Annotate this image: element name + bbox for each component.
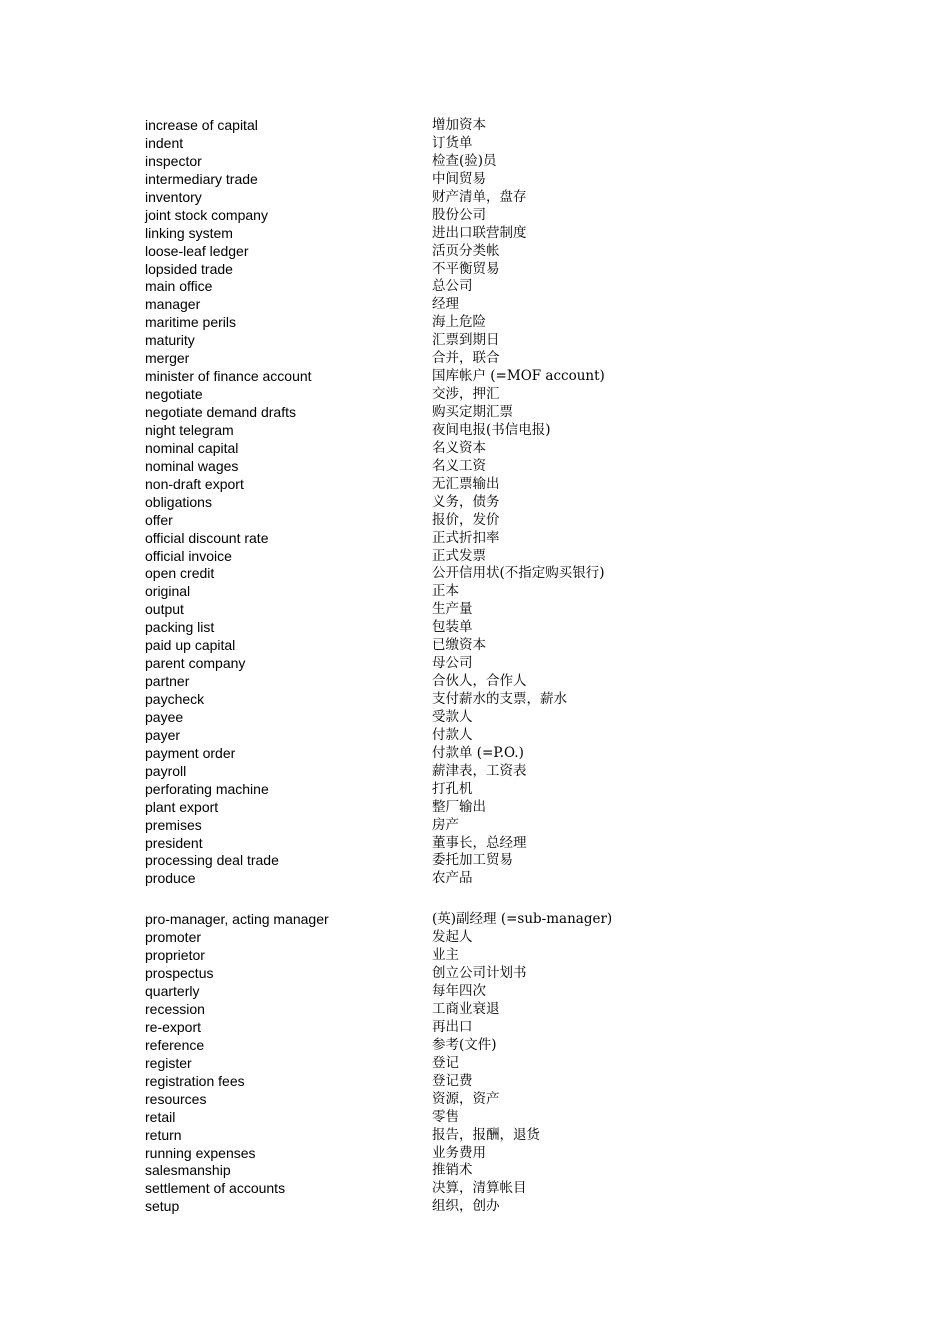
chinese-translation: 董事长，总经理 — [432, 834, 527, 851]
english-term: loose-leaf ledger — [145, 242, 249, 259]
glossary-row — [145, 911, 785, 929]
chinese-translation: 发起人 — [432, 929, 473, 946]
english-term: running expenses — [145, 1144, 256, 1161]
chinese-translation: 房产 — [432, 816, 459, 833]
chinese-translation: 不平衡贸易 — [432, 260, 500, 277]
chinese-translation: 付款单 (=P.O.) — [432, 744, 524, 761]
glossary-row — [145, 1180, 785, 1198]
chinese-translation: 参考(文件) — [432, 1036, 497, 1053]
glossary-row — [145, 1198, 785, 1216]
glossary-row — [145, 458, 785, 476]
english-term: salesmanship — [145, 1162, 231, 1179]
glossary-row — [145, 727, 785, 745]
chinese-translation: 打孔机 — [432, 780, 473, 797]
english-term: negotiate — [145, 386, 203, 403]
english-term: output — [145, 601, 184, 618]
english-term: open credit — [145, 565, 215, 582]
english-term: plant export — [145, 798, 219, 815]
chinese-translation: 中间贸易 — [432, 170, 486, 187]
english-term: payroll — [145, 762, 187, 779]
glossary-row — [145, 189, 785, 207]
glossary-row — [145, 1091, 785, 1109]
chinese-translation: 海上危险 — [432, 314, 486, 331]
english-term: inventory — [145, 188, 202, 205]
chinese-translation: 名义资本 — [432, 439, 486, 456]
glossary-page — [145, 117, 785, 1216]
chinese-translation: 生产量 — [432, 601, 473, 618]
english-term: paycheck — [145, 691, 205, 707]
chinese-translation: 登记 — [432, 1054, 459, 1071]
glossary-row — [145, 171, 785, 189]
glossary-row — [145, 314, 785, 332]
english-term: re-export — [145, 1018, 202, 1035]
chinese-translation: 支付薪水的支票，薪水 — [432, 691, 567, 707]
chinese-translation: 整厂输出 — [432, 798, 486, 815]
english-term: nominal wages — [145, 457, 239, 474]
chinese-translation: 母公司 — [432, 655, 473, 672]
english-term: pro-manager, acting manager — [145, 911, 329, 928]
chinese-translation: 推销术 — [432, 1162, 473, 1179]
english-term: perforating machine — [145, 780, 269, 797]
chinese-translation: 委托加工贸易 — [432, 852, 513, 869]
chinese-translation: 订货单 — [432, 134, 473, 151]
glossary-row — [145, 565, 785, 583]
glossary-row — [145, 422, 785, 440]
english-term: payment order — [145, 744, 236, 761]
glossary-row — [145, 332, 785, 350]
chinese-translation: 报告，报酬，退货 — [432, 1126, 540, 1143]
chinese-translation: 夜间电报(书信电报) — [432, 421, 551, 438]
glossary-row — [145, 817, 785, 835]
chinese-translation: 报价，发价 — [432, 511, 500, 528]
glossary-row — [145, 261, 785, 279]
glossary-row — [145, 1127, 785, 1145]
glossary-row — [145, 1037, 785, 1055]
chinese-translation: 业务费用 — [432, 1144, 486, 1161]
english-term: obligations — [145, 493, 212, 510]
glossary-row — [145, 691, 785, 709]
chinese-translation: 活页分类帐 — [432, 242, 500, 259]
chinese-translation: 国库帐户 (=MOF account) — [432, 368, 605, 385]
english-term: payer — [145, 726, 181, 743]
glossary-row — [145, 117, 785, 135]
english-term: prospectus — [145, 965, 214, 982]
chinese-translation: 包装单 — [432, 619, 473, 636]
english-term: intermediary trade — [145, 170, 258, 187]
chinese-translation: 已缴资本 — [432, 637, 486, 654]
glossary-row — [145, 1109, 785, 1127]
chinese-translation: 无汇票输出 — [432, 475, 500, 492]
english-term: offer — [145, 511, 173, 528]
chinese-translation: 总公司 — [432, 278, 473, 295]
chinese-translation: 农产品 — [432, 870, 473, 887]
glossary-row — [145, 476, 785, 494]
chinese-translation: 受款人 — [432, 708, 473, 725]
chinese-translation: 义务，债务 — [432, 493, 500, 510]
chinese-translation: 股份公司 — [432, 206, 486, 223]
glossary-row — [145, 135, 785, 153]
english-term: resources — [145, 1090, 207, 1107]
english-term: parent company — [145, 655, 246, 672]
english-term: merger — [145, 350, 190, 367]
english-term: partner — [145, 673, 190, 690]
glossary-row — [145, 494, 785, 512]
glossary-section — [145, 117, 785, 888]
glossary-row — [145, 852, 785, 870]
english-term: linking system — [145, 224, 233, 241]
english-term: minister of finance account — [145, 368, 312, 385]
chinese-translation: 名义工资 — [432, 457, 486, 474]
chinese-translation: 再出口 — [432, 1018, 473, 1035]
english-term: retail — [145, 1108, 176, 1125]
glossary-row — [145, 1145, 785, 1163]
glossary-row — [145, 207, 785, 225]
chinese-translation: 每年四次 — [432, 983, 486, 1000]
english-term: recession — [145, 1001, 205, 1017]
chinese-translation: 合伙人，合作人 — [432, 673, 527, 690]
english-term: main office — [145, 278, 213, 295]
chinese-translation: 正式发票 — [432, 547, 486, 564]
chinese-translation: 合并，联合 — [432, 350, 500, 367]
chinese-translation: 交涉，押汇 — [432, 386, 500, 403]
chinese-translation: 付款人 — [432, 726, 473, 743]
glossary-row — [145, 512, 785, 530]
chinese-translation: 正式折扣率 — [432, 529, 500, 546]
glossary-row — [145, 225, 785, 243]
english-term: payee — [145, 708, 184, 725]
chinese-translation: 公开信用状(不指定购买银行) — [432, 565, 605, 582]
glossary-row — [145, 530, 785, 548]
glossary-section — [145, 911, 785, 1216]
chinese-translation: 登记费 — [432, 1072, 473, 1089]
chinese-translation: 业主 — [432, 947, 459, 964]
english-term: maritime perils — [145, 314, 237, 331]
glossary-row — [145, 870, 785, 888]
glossary-row — [145, 243, 785, 261]
glossary-row — [145, 929, 785, 947]
glossary-row — [145, 601, 785, 619]
glossary-row — [145, 799, 785, 817]
chinese-translation: 财产清单，盘存 — [432, 188, 527, 205]
chinese-translation: 资源，资产 — [432, 1090, 500, 1107]
glossary-row — [145, 763, 785, 781]
glossary-row — [145, 619, 785, 637]
english-term: night telegram — [145, 421, 234, 438]
glossary-row — [145, 673, 785, 691]
glossary-row — [145, 153, 785, 171]
glossary-row — [145, 440, 785, 458]
english-term: proprietor — [145, 947, 205, 964]
english-term: maturity — [145, 332, 195, 349]
chinese-translation: 经理 — [432, 296, 459, 313]
english-term: packing list — [145, 619, 215, 636]
english-term: return — [145, 1126, 182, 1143]
english-term: inspector — [145, 152, 202, 169]
english-term: promoter — [145, 929, 202, 946]
english-term: increase of capital — [145, 117, 258, 133]
glossary-row — [145, 965, 785, 983]
english-term: president — [145, 834, 203, 851]
glossary-row — [145, 404, 785, 422]
glossary-row — [145, 386, 785, 404]
chinese-translation: 进出口联营制度 — [432, 224, 527, 241]
english-term: setup — [145, 1198, 180, 1215]
english-term: non-draft export — [145, 475, 244, 492]
chinese-translation: 决算，清算帐目 — [432, 1180, 527, 1197]
glossary-row — [145, 835, 785, 853]
glossary-row — [145, 781, 785, 799]
glossary-row — [145, 583, 785, 601]
english-term: premises — [145, 816, 202, 833]
glossary-row — [145, 637, 785, 655]
glossary-row — [145, 709, 785, 727]
english-term: indent — [145, 134, 184, 151]
chinese-translation: 零售 — [432, 1108, 459, 1125]
english-term: reference — [145, 1036, 205, 1053]
chinese-translation: 组织，创办 — [432, 1198, 500, 1215]
glossary-row — [145, 745, 785, 763]
glossary-row — [145, 947, 785, 965]
chinese-translation: 薪津表，工资表 — [432, 762, 527, 779]
glossary-row — [145, 1162, 785, 1180]
english-term: joint stock company — [145, 206, 268, 223]
glossary-row — [145, 278, 785, 296]
chinese-translation: 工商业衰退 — [432, 1001, 500, 1017]
english-term: produce — [145, 870, 196, 887]
english-term: manager — [145, 296, 201, 313]
chinese-translation: 购买定期汇票 — [432, 404, 513, 420]
glossary-row — [145, 1073, 785, 1091]
glossary-row — [145, 350, 785, 368]
chinese-translation: 增加资本 — [432, 117, 486, 133]
chinese-translation: 创立公司计划书 — [432, 965, 527, 982]
english-term: nominal capital — [145, 439, 239, 456]
glossary-row — [145, 296, 785, 314]
chinese-translation: (英)副经理 (=sub-manager) — [432, 911, 613, 928]
chinese-translation: 检查(验)员 — [432, 152, 497, 169]
glossary-row — [145, 1001, 785, 1019]
glossary-row — [145, 1055, 785, 1073]
english-term: official invoice — [145, 547, 232, 564]
glossary-row — [145, 1019, 785, 1037]
english-term: negotiate demand drafts — [145, 404, 296, 420]
glossary-row — [145, 548, 785, 566]
english-term: settlement of accounts — [145, 1180, 286, 1197]
english-term: register — [145, 1054, 192, 1071]
glossary-row — [145, 655, 785, 673]
english-term: paid up capital — [145, 637, 236, 654]
english-term: registration fees — [145, 1072, 245, 1089]
english-term: official discount rate — [145, 529, 269, 546]
glossary-row — [145, 368, 785, 386]
english-term: original — [145, 583, 191, 600]
english-term: lopsided trade — [145, 260, 233, 277]
english-term: processing deal trade — [145, 852, 279, 869]
glossary-row — [145, 983, 785, 1001]
english-term: quarterly — [145, 983, 200, 1000]
chinese-translation: 正本 — [432, 583, 459, 600]
chinese-translation: 汇票到期日 — [432, 332, 500, 349]
